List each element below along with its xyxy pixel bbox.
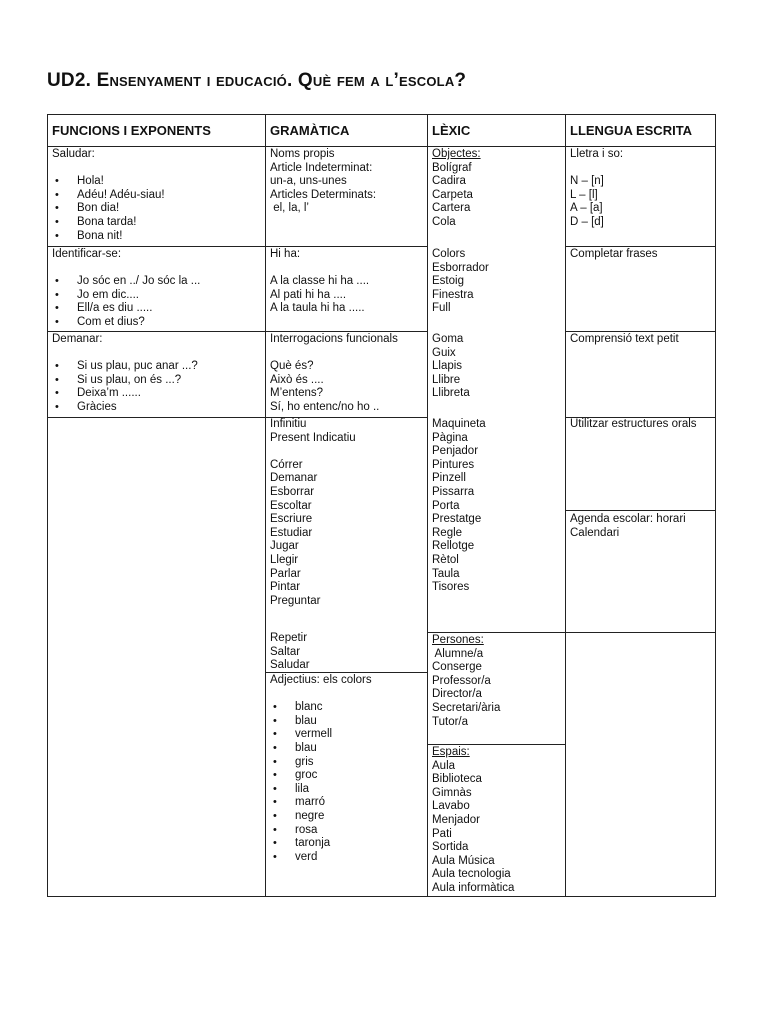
list-item: • lila: [270, 783, 372, 797]
word-item: Penjador: [432, 445, 479, 458]
list-item: • Com et dius?: [52, 316, 200, 330]
word-item: Full: [432, 302, 451, 315]
list-item: • Deixa’m ......: [52, 387, 198, 401]
list-item: • Si us plau, on és ...?: [52, 374, 198, 388]
page-title: UD2. Ensenyament i educació. Què fem a l’escola?: [47, 70, 467, 91]
word-item: Esborrador: [432, 261, 489, 274]
text-line: Això és ....: [270, 373, 324, 386]
verb-item: Esborrar: [270, 485, 315, 498]
verb-item: Saludar: [270, 659, 310, 672]
word-item: Cola: [432, 215, 456, 228]
list-item: • Ell/a es diu .....: [52, 302, 200, 316]
verb-item: Demanar: [270, 472, 318, 485]
text-line: Sí, ho entenc/no ho ..: [270, 400, 380, 413]
word-item: Bolígraf: [432, 161, 472, 174]
header-divider: [47, 146, 716, 147]
cell-agenda: [570, 513, 686, 540]
word-item: Sortida: [432, 841, 469, 854]
word-item: Aula: [432, 759, 456, 772]
list-item: • Gràcies: [52, 401, 198, 415]
cell-lletra-so: [570, 148, 623, 230]
verb-item: Repetir: [270, 632, 308, 644]
header-gramatica: GRAMÀTICA: [270, 123, 350, 138]
letter-item: L – [l]: [570, 188, 598, 201]
verb-item: Escriure: [270, 513, 313, 526]
verb-item: Jugar: [270, 540, 299, 553]
word-item: Aula tecnologia: [432, 868, 511, 881]
cell-objectes-2: [432, 248, 489, 316]
cell-demanar: [52, 333, 198, 415]
row-divider: [427, 744, 566, 745]
text-line: Noms propis: [270, 148, 335, 160]
word-item: Llapis: [432, 360, 463, 373]
word-item: Biblioteca: [432, 773, 482, 786]
text-line: Completar frases: [570, 248, 658, 260]
list-item: • Adéu! Adéu-siau!: [52, 189, 165, 203]
verb-item: Escoltar: [270, 499, 312, 512]
row-divider: [265, 331, 428, 332]
word-item: Tutor/a: [432, 715, 469, 728]
header-lexic: LÈXIC: [432, 123, 471, 138]
text-line: Utilitzar estructures orals: [570, 418, 697, 430]
text-line: Article Indeterminat:: [270, 161, 373, 174]
word-item: Professor/a: [432, 674, 491, 687]
column-divider-3: [565, 114, 566, 897]
word-item: Guix: [432, 346, 456, 359]
text-line: Al pati hi ha ....: [270, 288, 347, 301]
verb-item: Estudiar: [270, 526, 313, 539]
text-line: Què és?: [270, 360, 314, 373]
table-border-left: [47, 114, 48, 897]
row-divider: [47, 331, 266, 332]
text-line: el, la, l’: [270, 202, 309, 215]
bullet-list: [52, 360, 198, 414]
cell-objectes-3: [432, 333, 470, 401]
section-label: Espais:: [432, 746, 470, 758]
word-item: Secretari/ària: [432, 701, 501, 714]
list-item: • Hola!: [52, 175, 165, 189]
word-item: Llibre: [432, 373, 461, 386]
verb-item: Pintar: [270, 581, 301, 594]
column-divider-2: [427, 114, 428, 897]
section-label: Demanar:: [52, 333, 103, 345]
cell-comprensio: [570, 333, 679, 347]
word-item: Regle: [432, 526, 463, 539]
cell-objectes-4: [432, 418, 486, 595]
word-item: Pàgina: [432, 431, 468, 444]
word-item: Pissarra: [432, 485, 475, 498]
text-line: Present Indicatiu: [270, 431, 356, 444]
text-line: Agenda escolar: horari: [570, 513, 686, 525]
word-item: Aula informàtica: [432, 881, 515, 894]
word-item: Rellotge: [432, 540, 475, 553]
cell-noms-articles: [270, 148, 376, 216]
row-divider: [565, 510, 716, 511]
list-item: • marró: [270, 796, 372, 810]
row-divider: [47, 246, 266, 247]
word-item: Alumne/a: [432, 647, 484, 660]
list-item: • Bon dia!: [52, 202, 165, 216]
list-item: • gris: [270, 756, 372, 770]
section-label: Lletra i so:: [570, 148, 624, 160]
letter-item: D – [d]: [570, 215, 604, 228]
letter-item: N – [n]: [570, 175, 604, 188]
word-item: Maquineta: [432, 418, 486, 430]
verb-item: Córrer: [270, 458, 303, 471]
word-item: Lavabo: [432, 800, 470, 813]
row-divider: [565, 632, 716, 633]
cell-adjectius: [270, 674, 372, 864]
table-border-top: [47, 114, 716, 115]
list-item: • verd: [270, 851, 372, 865]
section-label: Hi ha:: [270, 248, 301, 260]
text-line: un-a, uns-unes: [270, 175, 347, 188]
header-funcions: FUNCIONS I EXPONENTS: [52, 123, 211, 138]
letter-item: A – [a]: [570, 202, 603, 215]
header-llengua: LLENGUA ESCRITA: [570, 123, 693, 138]
verb-item: Saltar: [270, 645, 301, 658]
table-border-bottom: [47, 896, 716, 897]
word-item: Llibreta: [432, 387, 470, 400]
text-line: A la taula hi ha .....: [270, 302, 365, 315]
list-item: • Jo sóc en ../ Jo sóc la ...: [52, 275, 200, 289]
word-item: Prestatge: [432, 513, 482, 526]
list-item: • blau: [270, 715, 372, 729]
word-item: Cartera: [432, 202, 471, 215]
cell-interrogacions: [270, 333, 398, 415]
section-label: Identificar-se:: [52, 248, 122, 260]
row-divider: [427, 632, 566, 633]
word-item: Director/a: [432, 688, 482, 701]
word-item: Porta: [432, 499, 460, 512]
text-line: Calendari: [570, 526, 620, 539]
section-label: Interrogacions funcionals: [270, 333, 398, 345]
list-item: • Jo em dic....: [52, 289, 200, 303]
cell-espais: [432, 746, 514, 896]
word-item: Estoig: [432, 275, 464, 288]
section-label: Adjectius: els colors: [270, 674, 372, 686]
word-item: Carpeta: [432, 188, 473, 201]
word-item: Pinzell: [432, 472, 466, 485]
bullet-list: [52, 175, 165, 243]
list-item: • Bona nit!: [52, 230, 165, 244]
list-item: • rosa: [270, 824, 372, 838]
list-item: • Si us plau, puc anar ...?: [52, 360, 198, 374]
cell-persones: [432, 634, 500, 729]
row-divider: [265, 246, 428, 247]
list-item: • groc: [270, 769, 372, 783]
word-item: Aula Música: [432, 854, 495, 867]
cell-verbs-2: [270, 632, 310, 673]
word-item: Taula: [432, 567, 460, 580]
cell-utilitzar: [570, 418, 697, 432]
cell-saludar: [52, 148, 165, 243]
word-item: Cadira: [432, 175, 466, 188]
cell-verbs: [270, 418, 356, 608]
row-divider: [47, 417, 266, 418]
word-item: Pintures: [432, 458, 475, 471]
column-divider-1: [265, 114, 266, 897]
list-item: • negre: [270, 810, 372, 824]
cell-hi-ha: [270, 248, 369, 316]
list-item: • Bona tarda!: [52, 216, 165, 230]
bullet-list: [270, 701, 372, 864]
text-line: A la classe hi ha ....: [270, 275, 370, 288]
word-item: Rètol: [432, 553, 459, 566]
word-item: Tisores: [432, 581, 470, 594]
word-item: Colors: [432, 248, 466, 260]
verb-item: Parlar: [270, 567, 301, 580]
table-border-right: [715, 114, 716, 897]
content-table: [47, 114, 716, 897]
cell-completar: [570, 248, 658, 262]
list-item: • blau: [270, 742, 372, 756]
word-item: Goma: [432, 333, 464, 345]
cell-identificar: [52, 248, 200, 330]
bullet-list: [52, 275, 200, 329]
verb-item: Preguntar: [270, 594, 321, 607]
list-item: • blanc: [270, 701, 372, 715]
list-item: • taronja: [270, 837, 372, 851]
word-item: Menjador: [432, 813, 480, 826]
word-item: Conserge: [432, 661, 482, 674]
section-label: Saludar:: [52, 148, 95, 160]
verb-item: Llegir: [270, 553, 299, 566]
list-item: • vermell: [270, 728, 372, 742]
row-divider: [565, 331, 716, 332]
section-label: Objectes:: [432, 148, 481, 160]
word-item: Gimnàs: [432, 786, 472, 799]
text-line: Comprensió text petit: [570, 333, 679, 345]
text-line: Infinitiu: [270, 418, 307, 430]
row-divider: [565, 246, 716, 247]
section-label: Persones:: [432, 634, 484, 646]
text-line: M’entens?: [270, 387, 324, 400]
text-line: Articles Determinats:: [270, 188, 377, 201]
word-item: Pati: [432, 827, 452, 840]
word-item: Finestra: [432, 288, 474, 301]
cell-objectes: [432, 148, 481, 230]
